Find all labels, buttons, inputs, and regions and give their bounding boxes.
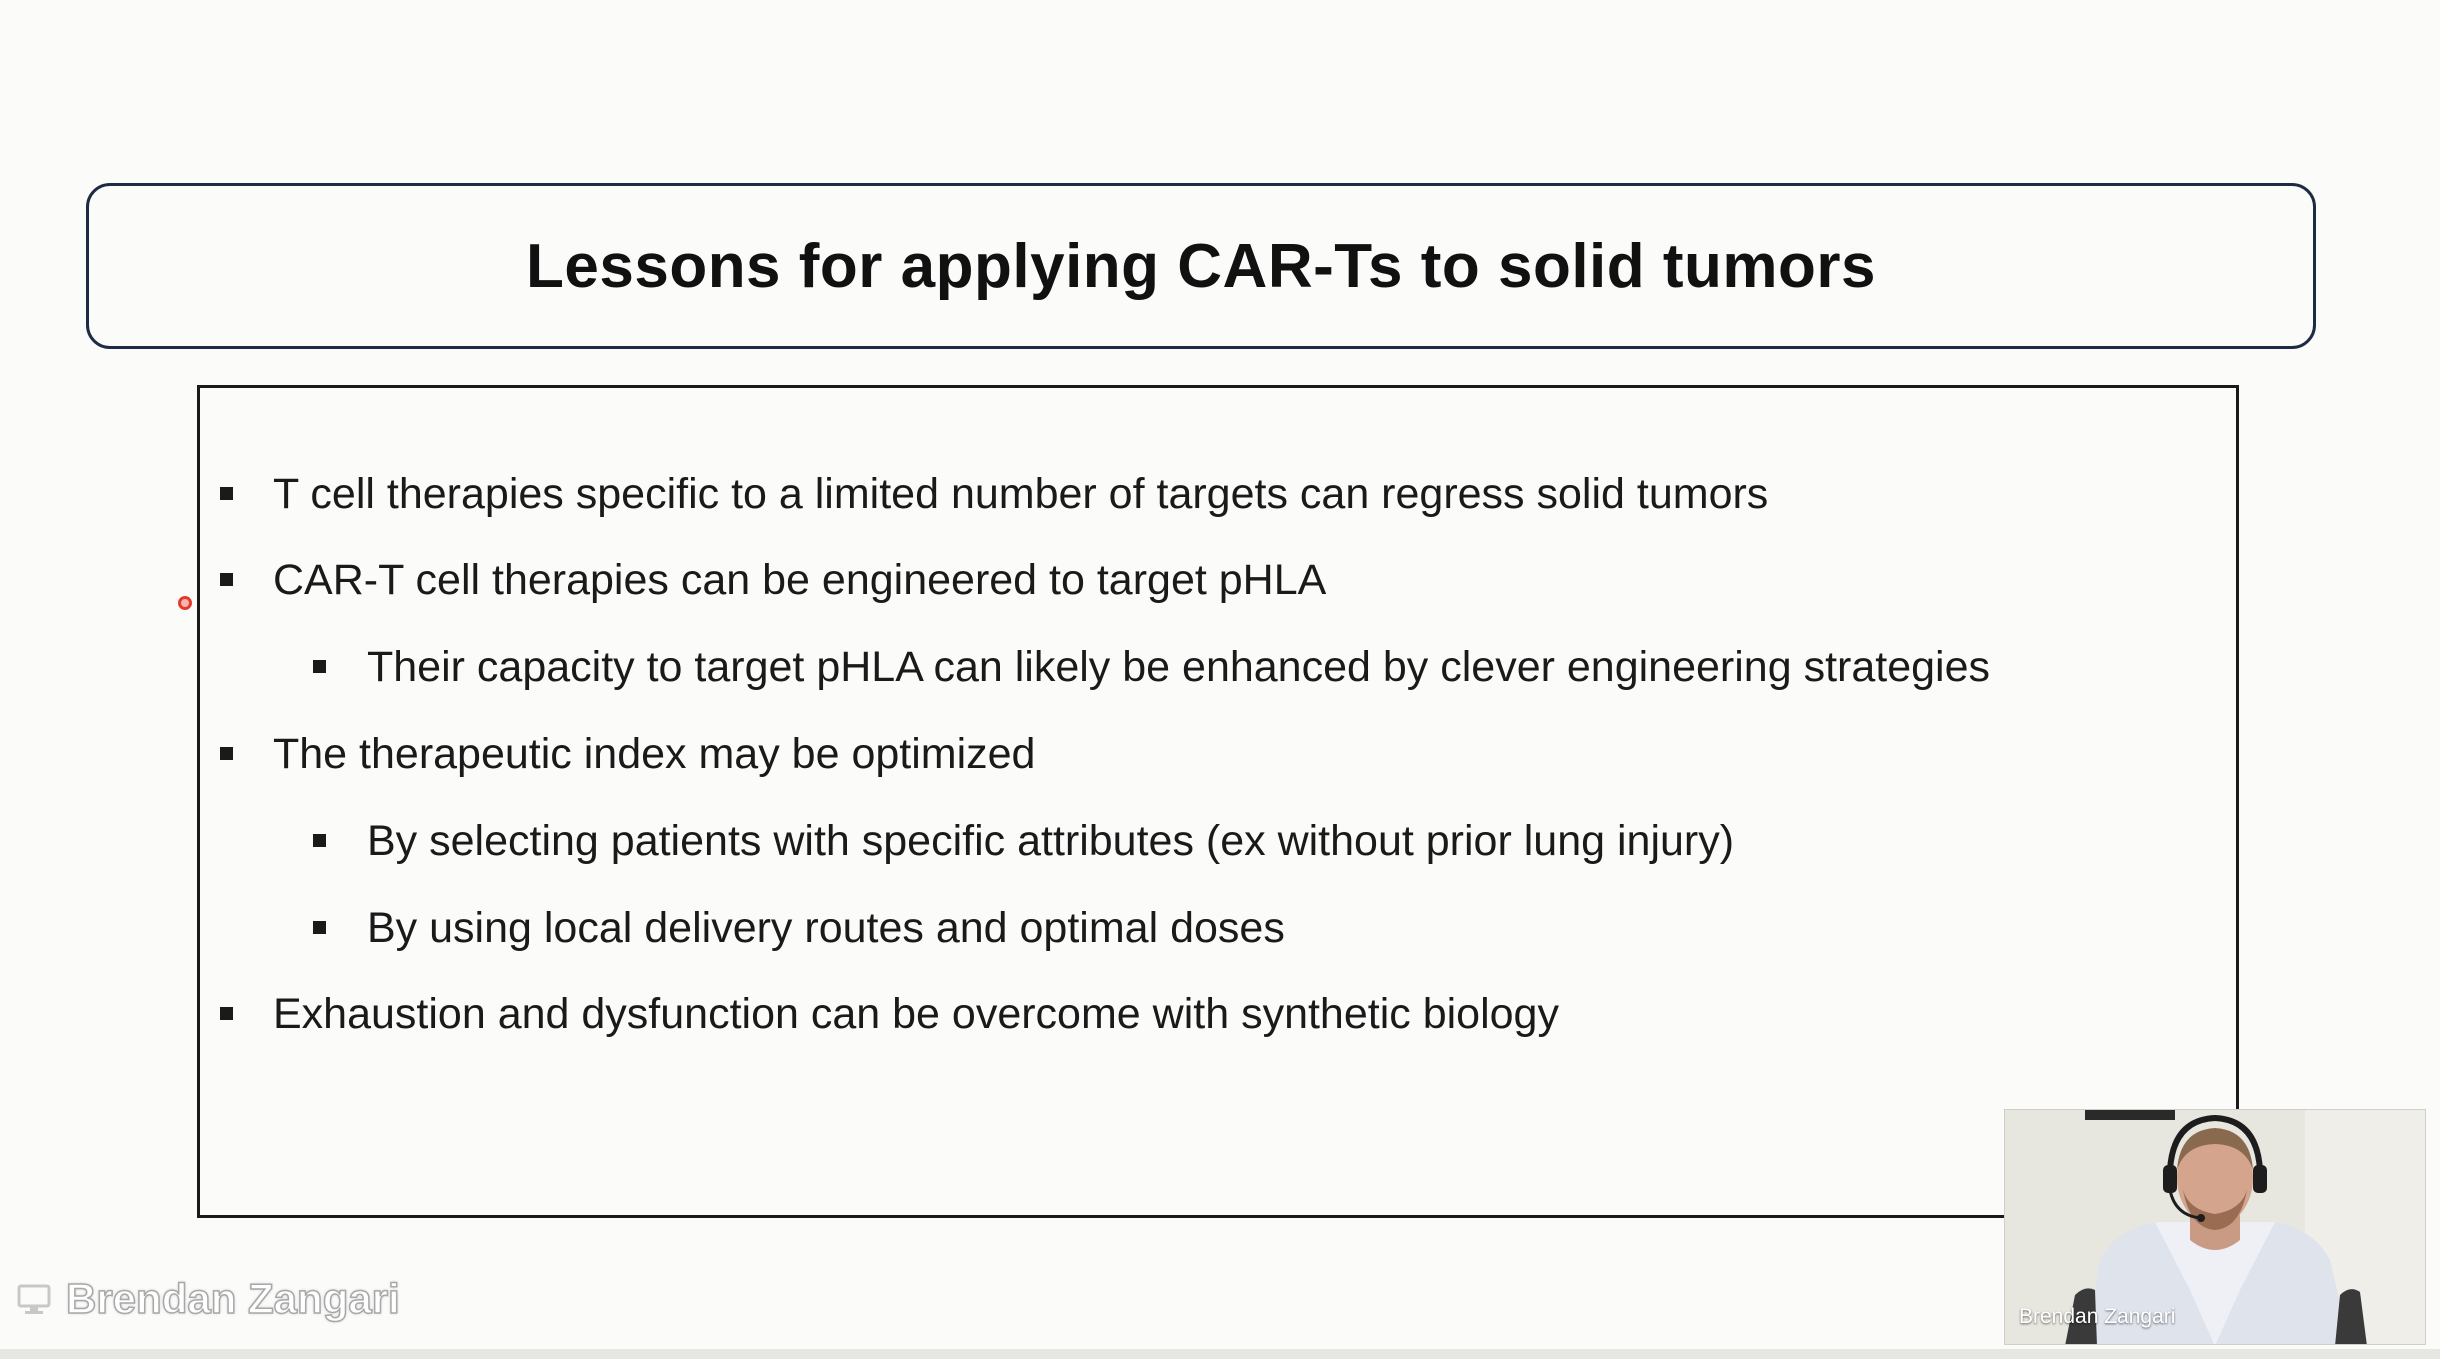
bullet-text: Exhaustion and dysfunction can be overcome with synthetic biology [273, 990, 1559, 1038]
sub-bullet-item [367, 904, 1285, 952]
screen-share-icon [16, 1281, 52, 1317]
participant-name-label: Brendan Zangari [2019, 1305, 2176, 1328]
bullet-item [273, 470, 1769, 518]
presenter-name: Brendan Zangari [66, 1275, 400, 1322]
square-bullet-icon [313, 921, 326, 934]
square-bullet-icon [313, 660, 326, 673]
participant-video-tile[interactable] [2004, 1109, 2426, 1345]
screen-share-presenter-label [16, 1275, 400, 1323]
bullet-text: By selecting patients with specific attributes (ex without prior lung injury) [367, 817, 1735, 865]
square-bullet-icon [220, 573, 233, 586]
bullet-item [273, 556, 1327, 604]
square-bullet-icon [220, 747, 233, 760]
bullet-text: T cell therapies specific to a limited number of targets can regress solid tumors [273, 470, 1769, 518]
sub-bullet-item [367, 817, 1735, 865]
bullet-text: The therapeutic index may be optimized [273, 730, 1036, 778]
bullet-text: By using local delivery routes and optimal doses [367, 904, 1285, 952]
sub-bullet-item [367, 643, 1990, 691]
square-bullet-icon [220, 487, 233, 500]
square-bullet-icon [313, 834, 326, 847]
bullet-item [273, 730, 1036, 778]
laser-pointer-dot [178, 596, 192, 610]
bottom-edge-strip [0, 1349, 2440, 1359]
slide-title-box [86, 183, 2316, 349]
slide-title: Lessons for applying CAR-Ts to solid tumors [526, 231, 1876, 301]
bullet-text: Their capacity to target pHLA can likely be enhanced by clever engineering strategies [367, 643, 1990, 691]
square-bullet-icon [220, 1007, 233, 1020]
bullet-item [273, 990, 1559, 1038]
bullet-text: CAR-T cell therapies can be engineered to target pHLA [273, 556, 1327, 604]
